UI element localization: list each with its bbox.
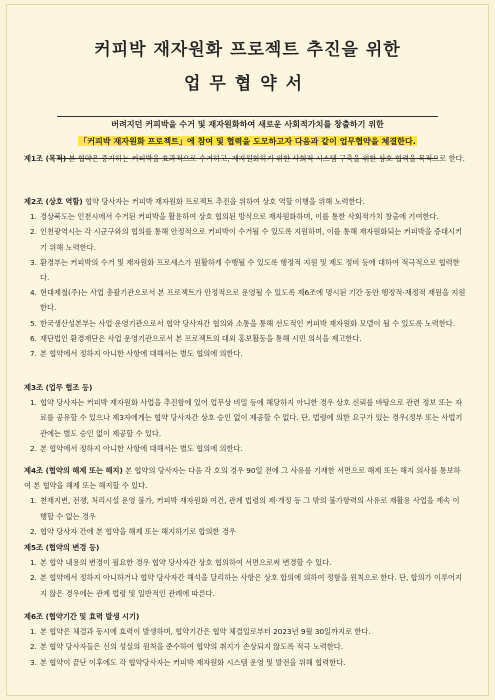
article-heading: 제6조 (협약기간 및 효력 발생 시기): [24, 612, 140, 621]
list-item: 1. 본 협약 내용의 변경이 필요한 경우 협약 당사자간 상호 협의하여 서면으로써 변경할 수 있다.: [30, 558, 332, 568]
document-subtitle: 업무협약서: [183, 74, 312, 94]
list-item: 2. 협약 당사자 간에 본 협약을 해제 또는 해지하기로 합의한 경우: [30, 526, 236, 536]
article-2: [24, 194, 466, 361]
article-heading: 제3조 (업무 협조 등): [24, 383, 93, 392]
article-heading: 제4조 (협약의 해제 또는 해지): [24, 466, 123, 475]
list-item: 1. 천재지변, 전쟁, 처리시설 운영 불가, 커피박 재자원화 여건, 관계 법령의 제·개정 등 그 밖의 불가항력의 사유로 재활용 사업을 계속 이행할 수 없는 경우: [30, 496, 460, 521]
list-item: 2. 인천광역시는 각 시군구와의 협의를 통해 안정적으로 커피박이 수거될 수 있도록 지원하며, 이를 통해 재자원화되는 커피박을 증대시키기 위해 노력한다.: [30, 227, 463, 252]
list-item: 6. 재단법인 환경재단은 사업 운영기관으로서 본 프로젝트의 대외 홍보활동을 통해 시민 의식을 제고한다.: [30, 333, 362, 343]
list-item: 1. 협약 당사자는 커피박 재자원화 사업을 추진함에 있어 업무상 비밀 등에 해당하지 아니한 경우 상호 신뢰를 바탕으로 관련 정보 또는 자료를 공유할 수 있으나 제3자에게는 협약 당사자간 상호 승인 없이 제공할 수 없다. 단, 법령에 의한 요구가 있는 경우(정부 또는 사법기관에는 별도 승인 없이 제공할 수 있다.: [30, 398, 463, 438]
list-item: 3. 본 협약이 끝난 이후에도 각 협약당사자는 커피박 재자원화 시스템 운영 및 발전을 위해 협력한다.: [30, 657, 346, 667]
article-heading: 제5조 (협약의 변경 등): [24, 543, 100, 552]
preamble-top-rule: [57, 116, 438, 117]
article-text: 본 협약은 증가하는 커피박을 효과적으로 수거하고, 재자원화하기 위한 사회적 시스템 구축을 위한 상호 협력을 목적으로 한다.: [68, 154, 465, 163]
article-text: 본 협약의 당사자는 다음 각 호의 경우 90일 전에 그 사유를 기재한 서면으로 해제 또는 해지 의사를 통보하여 본 협약을 해제 또는 해지할 수 있다.: [24, 466, 461, 491]
list-item: 3. 환경부는 커피박의 수거 및 재자원화 프로세스가 원활하게 수행될 수 있도록 행정적 지원 및 제도 정비 등에 대하여 적극적으로 협력한다.: [30, 257, 460, 283]
list-item: 2. 본 협약에서 정하지 아니한 사항에 대해서는 별도 협의에 의한다.: [30, 443, 243, 453]
article-3: [24, 380, 466, 456]
list-item: 5. 한국생산성본부는 사업 운영기관으로서 협약 당사자간 협의와 소통을 통해 선도적인 커피박 재자원화 모델이 될 수 있도록 노력한다.: [30, 318, 456, 328]
article-heading: 제2조 (상호 역할): [24, 197, 83, 206]
list-item: 7. 본 협약에서 정하지 아니한 사항에 대해서는 별도 협의에 의한다.: [30, 349, 243, 359]
document-title: 커피박 재자원화 프로젝트 추진을 위한: [94, 40, 401, 60]
list-item: 2. 본 협약에서 정하지 아니하거나 협약 당사자간 해석을 달리하는 사항은 상호 합의에 의하여 정함을 원칙으로 한다. 단, 합의가 이루어지지 않은 경우에는 관계 법령 및 일반적인 관례에 따른다.: [30, 573, 462, 598]
preamble-line-1: 버려지던 커피박을 수거 및 재자원화하여 새로운 사회적가치를 창출하기 위한: [111, 119, 384, 129]
article-6: [24, 609, 466, 670]
article-text: 협약 당사자는 커피박 재자원화 프로젝트 추진을 위하여 상호 역할 이행을 위해 노력한다.: [85, 197, 365, 206]
list-item: 2. 본 협약 당사자들은 신의 성실의 원칙을 준수하여 협약의 취지가 손상되지 않도록 적극 노력한다.: [30, 642, 344, 652]
article-heading: 제1조 (목적): [24, 154, 67, 163]
agreement-page: [6, 4, 489, 696]
list-item: 1. 본 협약은 체결과 동시에 효력이 발생하며, 협약기간은 협약 체결일로부터 2023년 9월 30일까지로 한다.: [30, 627, 371, 637]
preamble-highlight: 「커피박 재자원화 프로젝트」에 참여 및 협력을 도모하고자 다음과 같이 업무협약을 체결한다.: [79, 136, 416, 146]
list-item: 4. 현대제철(주)는 사업 총괄기관으로서 본 프로젝트가 안정적으로 운영될 수 있도록 제6조에 명시된 기간 동안 행정적·재정적 재원을 지원한다.: [30, 288, 466, 313]
article-4: [24, 463, 466, 539]
article-1: [24, 151, 466, 166]
article-5: [24, 540, 466, 601]
list-item: 1. 경상북도는 인천시에서 수거된 커피박을 활용하여 상호 협의된 방식으로 재자원화하며, 이를 통한 사회적가치 창출에 기여한다.: [30, 212, 439, 222]
